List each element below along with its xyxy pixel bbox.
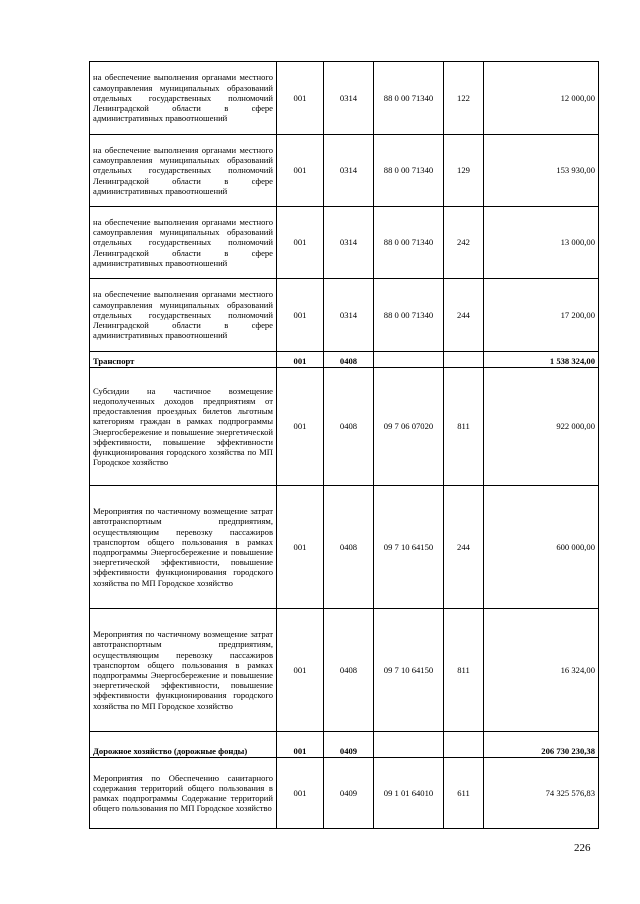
row-name: Мероприятия по частичному возмещение затрат автотранспортным предприятиям, осуществляющим перевозку пассажиров транспортом общего пользования в рамках подпрограммы Энергосбережение и повышение энергетической эффективности, повышение эффективности функционирования городского хозяйства по МП Городское хозяйство xyxy=(90,486,277,609)
row-grbs: 001 xyxy=(277,368,324,486)
row-amount: 74 325 576,83 xyxy=(484,758,599,829)
row-section: 0314 xyxy=(324,62,374,135)
row-target: 09 7 06 07020 xyxy=(374,368,444,486)
row-amount: 1 538 324,00 xyxy=(484,352,599,368)
row-kvr xyxy=(444,352,484,368)
row-grbs: 001 xyxy=(277,486,324,609)
row-name: Субсидии на частичное возмещение недополученных доходов предприятиям от предоставления проездных билетов льготным категориям граждан в рамках подпрограммы Энергосбережение и повышение энергетической эффективности, повышение эффективности функционирования городского хозяйства по МП Городское хозяйство xyxy=(90,368,277,486)
row-section: 0408 xyxy=(324,352,374,368)
row-grbs: 001 xyxy=(277,62,324,135)
table-row xyxy=(90,368,599,486)
row-kvr: 129 xyxy=(444,135,484,207)
row-amount: 206 730 230,38 xyxy=(484,732,599,758)
row-kvr: 244 xyxy=(444,279,484,352)
row-amount: 153 930,00 xyxy=(484,135,599,207)
row-section: 0314 xyxy=(324,279,374,352)
table-row xyxy=(90,135,599,207)
row-target xyxy=(374,352,444,368)
row-section: 0409 xyxy=(324,758,374,829)
row-target: 88 0 00 71340 xyxy=(374,62,444,135)
table-row xyxy=(90,486,599,609)
row-kvr: 122 xyxy=(444,62,484,135)
table-row xyxy=(90,609,599,732)
row-target: 88 0 00 71340 xyxy=(374,135,444,207)
row-kvr: 811 xyxy=(444,368,484,486)
row-target: 88 0 00 71340 xyxy=(374,207,444,279)
row-section: 0314 xyxy=(324,207,374,279)
row-section: 0408 xyxy=(324,368,374,486)
row-target: 09 7 10 64150 xyxy=(374,486,444,609)
row-name: Транспорт xyxy=(90,352,277,368)
row-section: 0409 xyxy=(324,732,374,758)
row-amount: 16 324,00 xyxy=(484,609,599,732)
row-grbs: 001 xyxy=(277,758,324,829)
table-row xyxy=(90,207,599,279)
row-section: 0314 xyxy=(324,135,374,207)
row-grbs: 001 xyxy=(277,352,324,368)
row-amount: 12 000,00 xyxy=(484,62,599,135)
row-grbs: 001 xyxy=(277,135,324,207)
section-row-road-fund xyxy=(90,732,599,758)
row-name: Мероприятия по частичному возмещение затрат автотранспортным предприятиям, осуществляющим перевозку пассажиров транспортом общего пользования в рамках подпрограммы Энергосбережение и повышение энергетической эффективности, повышение эффективности функционирования городского хозяйства по МП Городское хозяйство xyxy=(90,609,277,732)
row-kvr: 611 xyxy=(444,758,484,829)
row-grbs: 001 xyxy=(277,732,324,758)
row-amount: 600 000,00 xyxy=(484,486,599,609)
table-row xyxy=(90,279,599,352)
row-amount: 13 000,00 xyxy=(484,207,599,279)
row-grbs: 001 xyxy=(277,609,324,732)
row-section: 0408 xyxy=(324,486,374,609)
page-number: 226 xyxy=(574,842,591,854)
row-name: на обеспечение выполнения органами местного самоуправления муниципальных образований отдельных государственных полномочий Ленинградской области в сфере административных правоотношений xyxy=(90,207,277,279)
row-target: 09 1 01 64010 xyxy=(374,758,444,829)
row-kvr: 242 xyxy=(444,207,484,279)
budget-table xyxy=(89,61,599,829)
row-grbs: 001 xyxy=(277,279,324,352)
row-section: 0408 xyxy=(324,609,374,732)
row-name: на обеспечение выполнения органами местного самоуправления муниципальных образований отдельных государственных полномочий Ленинградской области в сфере административных правоотношений xyxy=(90,279,277,352)
table-row xyxy=(90,758,599,829)
row-name: Мероприятия по Обеспечению санитарного содержания территорий общего пользования в рамках подпрограммы Содержание территорий общего пользования по МП Городское хозяйство xyxy=(90,758,277,829)
row-kvr: 244 xyxy=(444,486,484,609)
row-amount: 17 200,00 xyxy=(484,279,599,352)
table-row xyxy=(90,62,599,135)
row-target: 88 0 00 71340 xyxy=(374,279,444,352)
row-name: Дорожное хозяйство (дорожные фонды) xyxy=(90,732,277,758)
row-name: на обеспечение выполнения органами местного самоуправления муниципальных образований отдельных государственных полномочий Ленинградской области в сфере административных правоотношений xyxy=(90,62,277,135)
row-name: на обеспечение выполнения органами местного самоуправления муниципальных образований отдельных государственных полномочий Ленинградской области в сфере административных правоотношений xyxy=(90,135,277,207)
row-target: 09 7 10 64150 xyxy=(374,609,444,732)
row-kvr xyxy=(444,732,484,758)
row-target xyxy=(374,732,444,758)
row-kvr: 811 xyxy=(444,609,484,732)
section-row-transport xyxy=(90,352,599,368)
row-amount: 922 000,00 xyxy=(484,368,599,486)
row-grbs: 001 xyxy=(277,207,324,279)
